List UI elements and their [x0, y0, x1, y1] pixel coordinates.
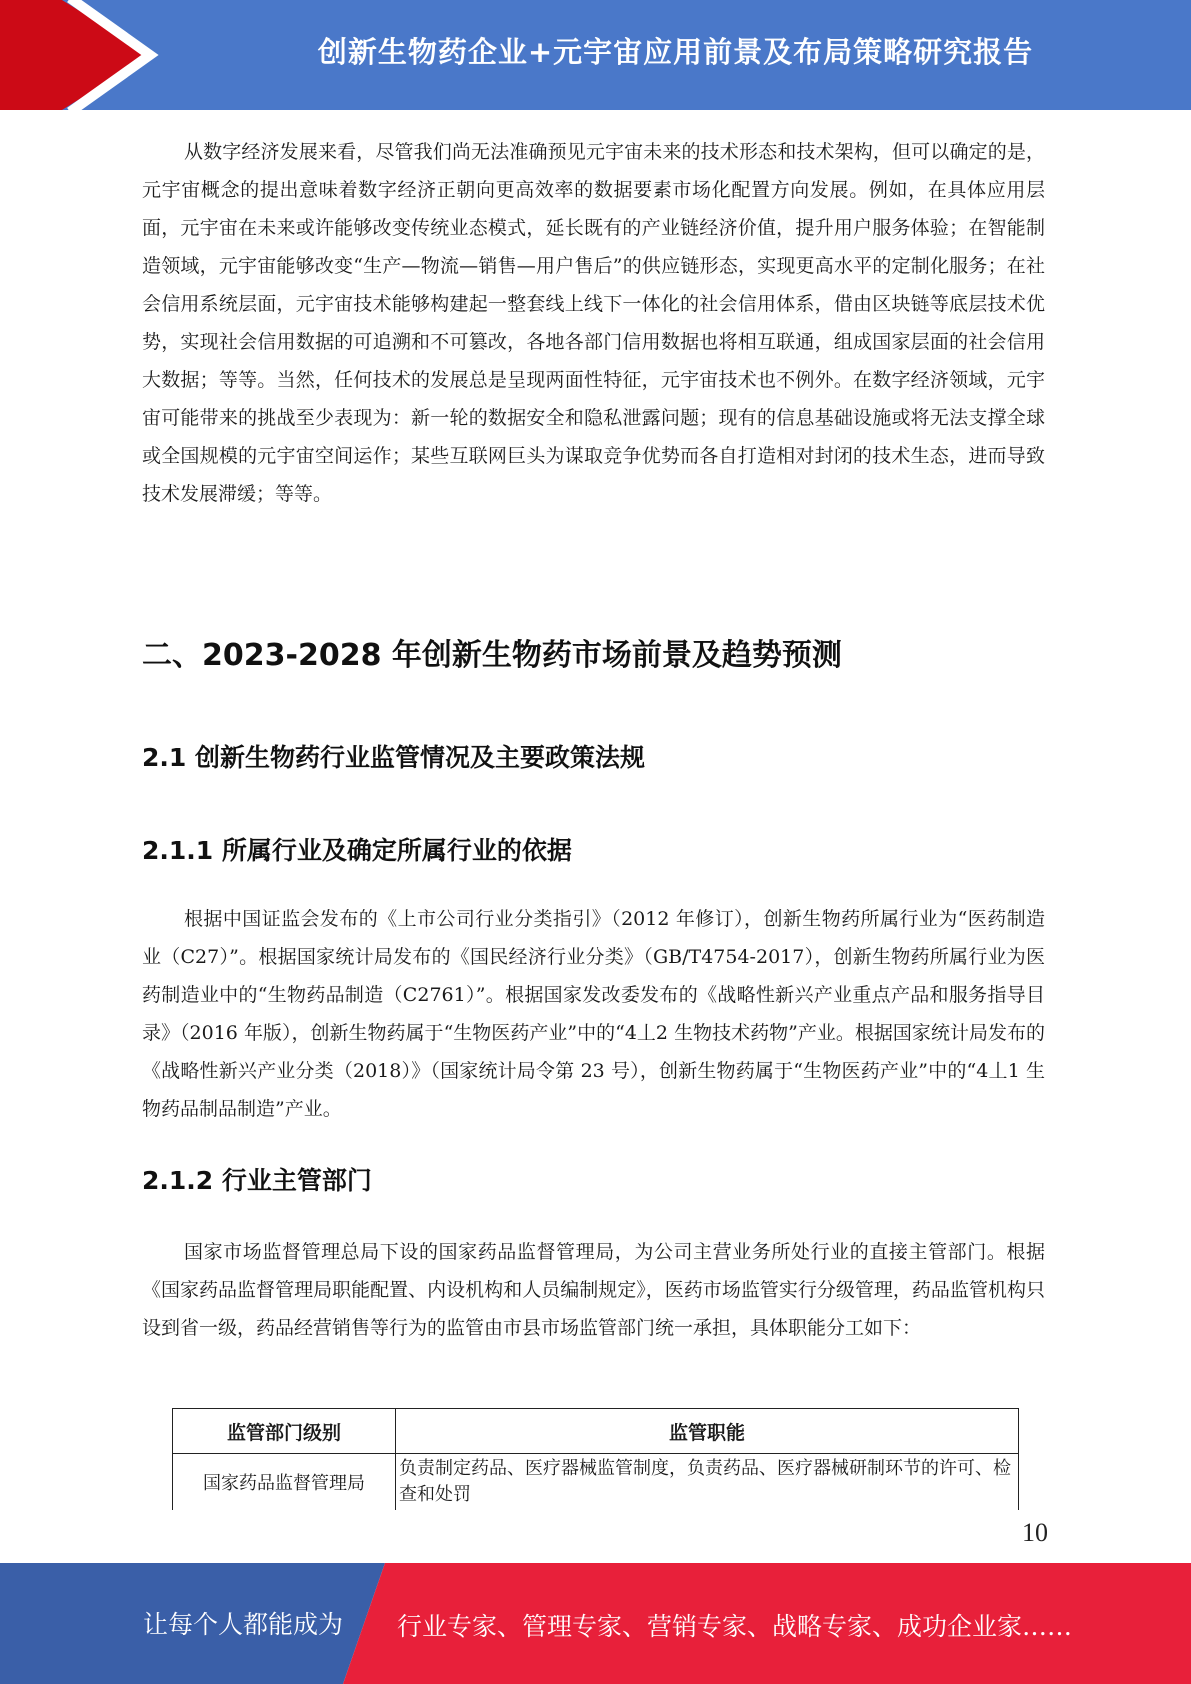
page-header — [0, 0, 1191, 110]
table-cell-level: 国家药品监督管理局 — [173, 1454, 396, 1511]
section-heading: 二、2023-2028 年创新生物药市场前景及趋势预测 — [142, 638, 842, 673]
paragraph-digital-economy: 从数字经济发展来看，尽管我们尚无法准确预见元宇宙未来的技术形态和技术架构，但可以确定的是，元宇宙概念的提出意味着数字经济正朝向更高效率的数据要素市场化配置方向发展。例如，在具体应用层面，元宇宙在未来或许能够改变传统业态模式，延长既有的产业链经济价值，提升用户服务体验；在智能制造领域，元宇宙能够改变“生产—物流—销售—用户售后”的供应链形态，实现更高水平的定制化服务；在社会信用系统层面，元宇宙技术能够构建起一整套线上线下一体化的社会信用体系，借由区块链等底层技术优势，实现社会信用数据的可追溯和不可篡改，各地各部门信用数据也将相互联通，组成国家层面的社会信用大数据；等等。当然，任何技术的发展总是呈现两面性特征，元宇宙技术也不例外。在数字经济领域，元宇宙可能带来的挑战至少表现为：新一轮的数据安全和隐私泄露问题；现有的信息基础设施或将无法支撑全球或全国规模的元宇宙空间运作；某些互联网巨头为谋取竞争优势而各自打造相对封闭的技术生态，进而导致技术发展滞缓；等等。 — [142, 141, 1045, 505]
table-row — [173, 1454, 1019, 1511]
page-number: 10 — [1022, 1518, 1048, 1547]
column-header-duty: 监管职能 — [396, 1409, 1019, 1454]
paragraph-regulator: 国家市场监督管理总局下设的国家药品监督管理局，为公司主营业务所处行业的直接主管部门。根据《国家药品监督管理局职能配置、内设机构和人员编制规定》，医药市场监管实行分级管理，药品监管机构只设到省一级，药品经营销售等行为的监管由市县市场监管部门统一承担，具体职能分工如下： — [142, 1241, 1045, 1339]
industry-classification-section — [142, 900, 1045, 1128]
page-footer — [0, 1563, 1191, 1684]
column-header-level: 监管部门级别 — [173, 1409, 396, 1454]
heading-2-1: 2.1 创新生物药行业监管情况及主要政策法规 — [142, 743, 645, 772]
table-cell-duty: 负责制定药品、医疗器械监管制度，负责药品、医疗器械研制环节的许可、检查和处罚 — [396, 1454, 1019, 1511]
heading-2-1-1: 2.1.1 所属行业及确定所属行业的依据 — [142, 836, 572, 865]
regulatory-duties-table — [172, 1408, 1019, 1510]
footer-slogan-left: 让每个人都能成为 — [143, 1610, 344, 1639]
report-title: 创新生物药企业+元宇宙应用前景及布局策略研究报告 — [317, 35, 1034, 69]
intro-section — [142, 133, 1045, 513]
regulator-section — [142, 1233, 1045, 1347]
footer-slogan-right: 行业专家、管理专家、营销专家、战略专家、成功企业家…… — [397, 1612, 1073, 1641]
table-header-row — [173, 1409, 1019, 1454]
header-red-arrow — [0, 0, 150, 110]
heading-2-1-2: 2.1.2 行业主管部门 — [142, 1166, 372, 1195]
paragraph-industry-classification: 根据中国证监会发布的《上市公司行业分类指引》（2012 年修订），创新生物药所属行业为“医药制造业（C27）”。根据国家统计局发布的《国民经济行业分类》（GB/T4754-2017），创新生物药所属行业为医药制造业中的“生物药品制造（C2761）”。根据国家发改委发布的《战略性新兴产业重点产品和服务指导目录》（2016 年版），创新生物药属于“生物医药产业”中的“4丄2 生物技术药物”产业。根据国家统计局发布的《战略性新兴产业分类（2018）》（国家统计局令第 23 号），创新生物药属于“生物医药产业”中的“4丄1 生物药品制品制造”产业。 — [142, 908, 1045, 1120]
